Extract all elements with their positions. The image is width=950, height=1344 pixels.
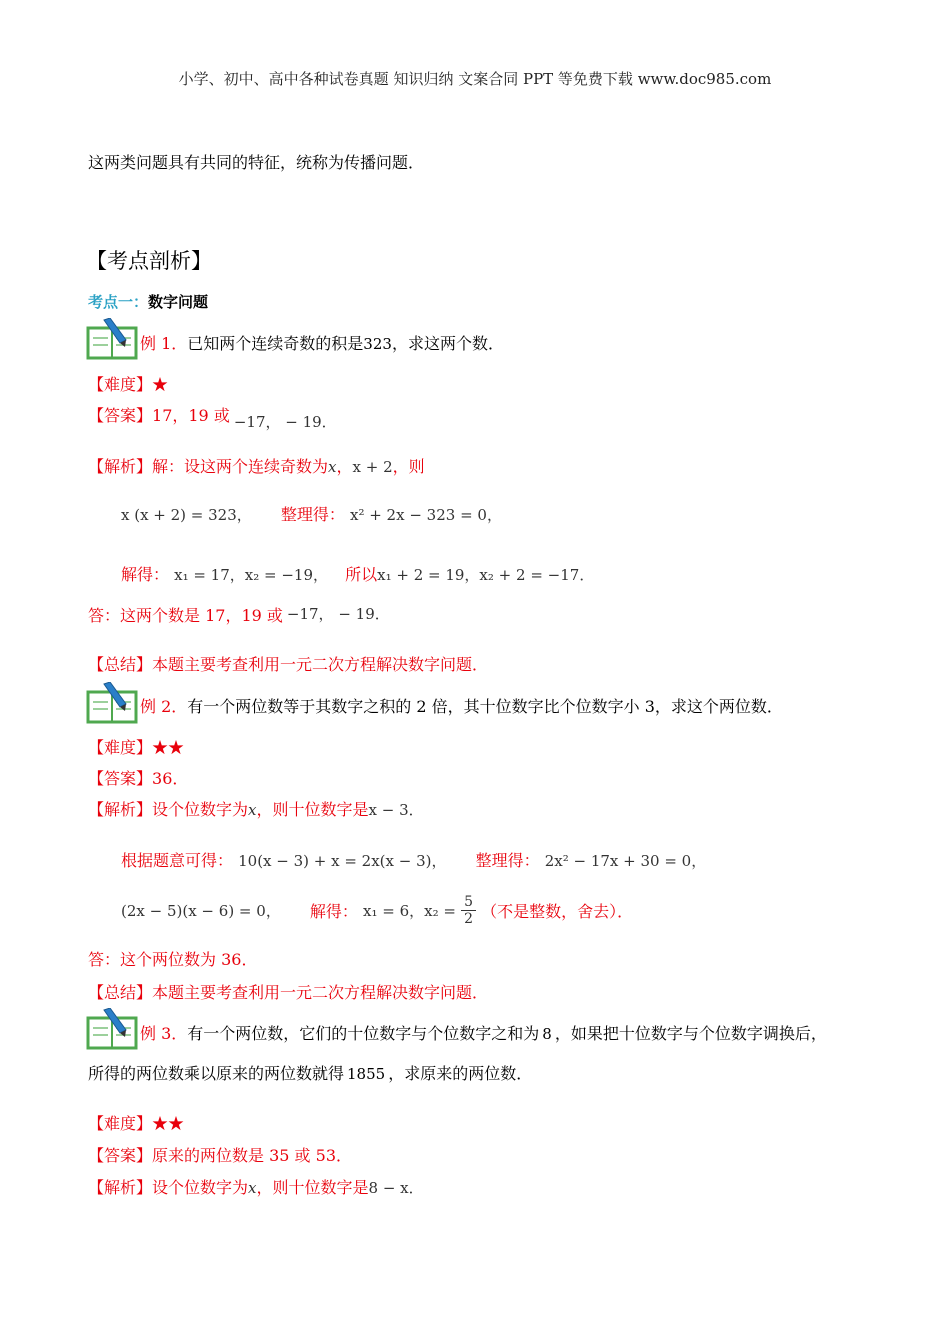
example-2-question: 例 2．有一个两位数等于其数字之积的 2 倍，其十位数字比个位数字小 3，求这个两位数．	[140, 697, 783, 716]
example-2-difficulty: 【难度】★★	[88, 738, 185, 757]
example-3-label: 例 3．	[140, 1024, 188, 1043]
example-3-question-line-2: 所得的两位数乘以原来的两位数就得 1855 ，求原来的两位数．	[88, 1064, 533, 1083]
fraction-five-halves: $\frac{5}{2}$	[461, 894, 476, 927]
example-1-difficulty: 【难度】★	[88, 375, 169, 394]
example-1-summary: 【总结】本题主要考查利用一元二次方程解决数字问题．	[88, 655, 489, 674]
example-3-difficulty: 【难度】★★	[88, 1114, 185, 1133]
example-3-question: 例 3．有一个两位数，它们的十位数字与个位数字之和为 8 ，如果把十位数字与个位数字调换后，	[140, 1024, 827, 1043]
example-1-question: 例 1．已知两个连续奇数的积是323，求这两个数．	[140, 334, 504, 353]
example-1-final-answer: 答：这两个数是 17，19 或 −17， − 19．	[88, 605, 390, 625]
difficulty-stars: ★★	[152, 1114, 185, 1133]
difficulty-stars: ★★	[152, 738, 185, 757]
example-2-equation-1: 根据题意可得： 10(x − 3) + x = 2x(x − 3)， 整理得： 2x² − 17x + 30 = 0，	[121, 851, 707, 870]
example-1-label: 例 1．	[140, 334, 188, 353]
example-1-answer: 【答案】17，19 或 −17， − 19．	[88, 406, 337, 431]
example-1-equation-1: x (x + 2) = 323， 整理得： x² + 2x − 323 = 0，	[121, 505, 502, 524]
example-2-label: 例 2．	[140, 697, 188, 716]
point-label: 考点一：	[88, 293, 149, 311]
number-323: 323	[363, 335, 392, 353]
example-3-analysis: 【解析】设个位数字为x，则十位数字是8 − x．	[88, 1178, 424, 1197]
book-pencil-icon	[86, 682, 138, 724]
example-2-analysis: 【解析】设个位数字为x，则十位数字是x − 3．	[88, 800, 424, 819]
page-header: 小学、初中、高中各种试卷真题 知识归纳 文案合同 PPT 等免费下载 www.doc985.com	[178, 70, 772, 88]
point-heading	[88, 291, 208, 312]
example-2-final-answer: 答：这个两位数为 36．	[88, 950, 258, 969]
example-3-answer: 【答案】原来的两位数是 35 或 53．	[88, 1146, 352, 1165]
book-pencil-icon	[86, 1008, 138, 1050]
example-1-analysis: 【解析】解：设这两个连续奇数为x，x + 2，则	[88, 457, 425, 476]
example-2-answer: 【答案】36．	[88, 769, 189, 788]
point-title: 数字问题	[148, 293, 209, 311]
example-2-summary: 【总结】本题主要考查利用一元二次方程解决数字问题．	[88, 983, 489, 1002]
book-pencil-icon	[86, 318, 138, 360]
section-title: 【考点剖析】	[86, 249, 212, 273]
example-1-solution: 解得： x₁ = 17，x₂ = −19， 所以x₁ + 2 = 19，x₂ + 2 = −17．	[121, 565, 595, 584]
example-2-solution: (2x − 5)(x − 6) = 0， 解得： x₁ = 6，x₂ = $\frac{5}{2}$ （不是整数，舍去）．	[121, 894, 634, 927]
intro-text: 这两类问题具有共同的特征，统称为传播问题．	[88, 153, 425, 172]
difficulty-stars: ★	[152, 375, 169, 394]
